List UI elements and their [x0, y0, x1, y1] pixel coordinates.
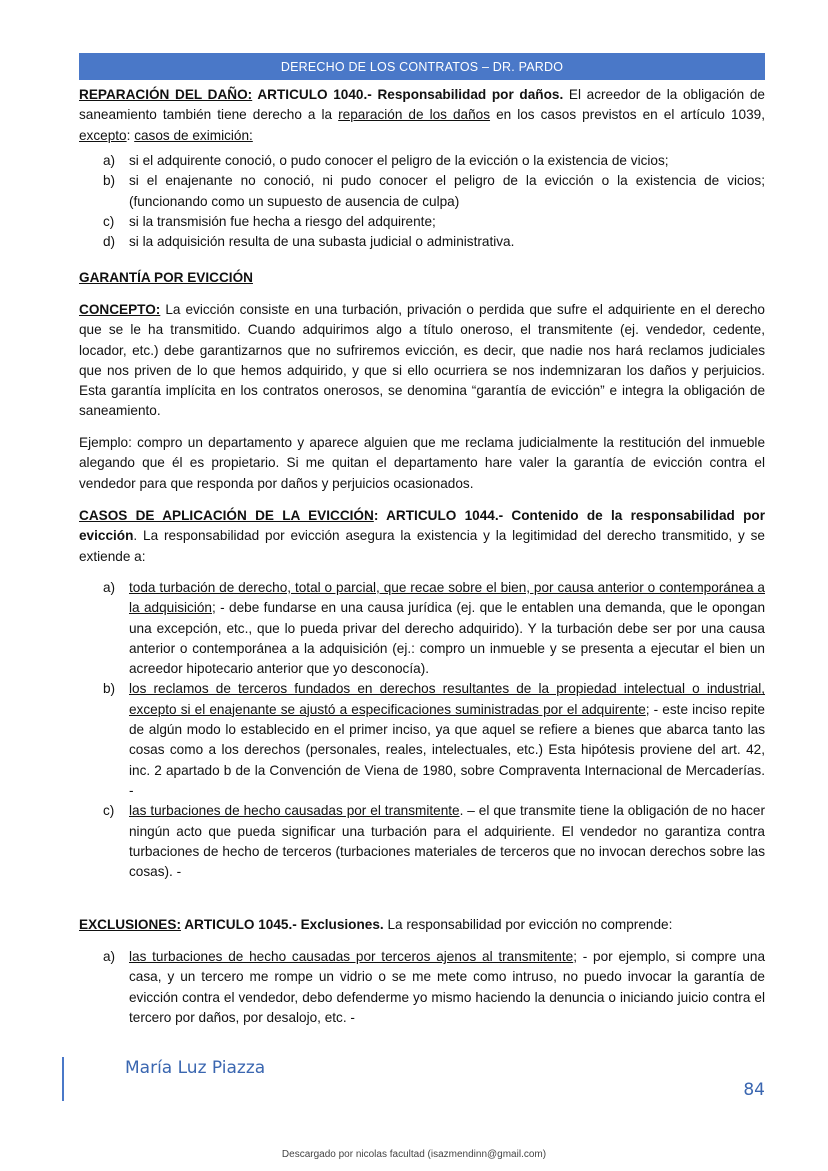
section-heading: GARANTÍA POR EVICCIÓN [79, 270, 253, 285]
section-heading: EXCLUSIONES: [79, 917, 181, 932]
list-item [79, 212, 765, 232]
footer-author: María Luz Piazza [125, 1058, 266, 1078]
list-item [79, 232, 765, 252]
text: El acreedor de la obligación de saneamiento también tiene derecho a la [79, 87, 765, 123]
underlined-text: excepto [79, 127, 127, 143]
bold-text: ARTICULO 1040.- Responsabilidad por daños. [252, 87, 564, 102]
list-marker: c) [103, 803, 115, 819]
paragraph [79, 915, 765, 935]
paragraph [79, 268, 765, 288]
text: La evicción consiste en una turbación, privación o perdida que sufre el adquiriente en el derecho que se le ha transmitido. Cuando adquirimos algo a título oneroso, el transmitente (ej. vendedor, cedente, locador, etc.) debe garantizarnos que no sufriremos evicción, es decir, que nadie nos hará reclamos judiciales que nos priven de lo que hemos adquirido, y que si ello ocurriera se nos indemnizaran los daños y perjuicios. Esta garantía implícita en los contratos onerosos, se denomina “garantía de evicción” e integra la obligación de saneamiento. [79, 302, 765, 419]
list-marker: a) [103, 153, 116, 168]
text: : [126, 127, 135, 143]
lettered-list [79, 578, 765, 882]
underlined-text: los reclamos de terceros fundados en derechos resultantes de la propiedad intelectual o industrial, excepto si el enajenante se ajustó a especificaciones suministradas por el adquirente [129, 681, 765, 717]
list-marker: b) [103, 173, 116, 189]
footer-accent-line [62, 1057, 64, 1101]
list-marker: a) [103, 580, 116, 595]
list-item [79, 171, 765, 212]
running-header: DERECHO DE LOS CONTRATOS – DR. PARDO [79, 53, 765, 80]
text: . La responsabilidad por evicción asegura la existencia y la legitimidad del derecho transmitido, y se extiende a: [79, 528, 765, 564]
list-item [79, 151, 765, 171]
list-marker: b) [103, 681, 116, 697]
paragraph [79, 506, 765, 567]
section-heading: REPARACIÓN DEL DAÑO: [79, 87, 253, 102]
text: La responsabilidad por evicción no comprende: [383, 917, 673, 932]
paragraph [79, 433, 765, 494]
paragraph [79, 85, 765, 146]
list-item [79, 801, 765, 882]
underlined-text: reparación de los daños [338, 107, 491, 123]
list-item [79, 578, 765, 679]
underlined-text: las turbaciones de hecho causadas por el transmitente [129, 803, 460, 819]
underlined-text: las turbaciones de hecho causadas por terceros ajenos al transmitente [129, 949, 574, 964]
text: . – el que transmite tiene la obligación de no hacer ningún acto que pueda significar una turbación para el adquiriente. El vendedor no garantiza contra turbaciones de hecho de terceros (turbaciones materiales de terceros que no invocan derechos sobre las cosas). - [129, 803, 765, 880]
text: si la adquisición resulta de una subasta judicial o administrativa. [129, 234, 515, 250]
text: si el enajenante no conoció, ni pudo conocer el peligro de la evicción o la existencia de vicios; (funcionando como un supuesto de ausencia de culpa) [129, 173, 765, 209]
list-marker: c) [103, 213, 115, 229]
underlined-text: toda turbación de derecho, total o parcial, que recae sobre el bien, por causa anterior o contemporánea a la adquisición [129, 580, 765, 616]
section-heading: CASOS DE APLICACIÓN DE LA EVICCIÓN [79, 508, 374, 523]
lettered-list [79, 151, 765, 252]
list-item [79, 947, 765, 1028]
text: ; - debe fundarse en una causa jurídica (ej. que le entablen una demanda, que le opongan una excepción, etc., que lo pueda privar del derecho adquirido). Y la turbación debe ser por una causa anterior o contemporánea a la adquisición (ej.: compro un inmueble y se presenta a ejecutar el bien un acreedor hipotecario anterior que yo desconocía). [129, 600, 766, 677]
lettered-list [79, 947, 765, 1028]
bold-text: ARTICULO 1045.- Exclusiones. [180, 917, 384, 932]
download-note: Descargado por nicolas facultad (isazmendinn@gmail.com) [281, 1149, 547, 1160]
text: si la transmisión fue hecha a riesgo del adquirente; [129, 213, 436, 229]
text: ; - este inciso repite de algún modo lo establecido en el primer inciso, ya que aquel se refiere a bienes que abarca tanto las cosas como a los derechos (personales, reales, intelectuales, etc.) Esta hipótesis proviene del art. 42, inc. 2 apartado b de la Convención de Viena de 1980, sobre Compraventa Internacional de Mercaderías. - [129, 701, 765, 798]
bold-text: : ARTICULO 1044.- Contenido de la responsabilidad por evicción [79, 508, 765, 544]
page-number: 84 [743, 1080, 765, 1100]
list-marker: a) [103, 949, 116, 964]
section-heading: CONCEPTO: [79, 302, 161, 317]
list-item [79, 679, 765, 801]
paragraph [79, 300, 765, 422]
text: ; - por ejemplo, si compre una casa, y un tercero me rompe un vidrio o se me mete como intruso, no puedo invocar la garantía de evicción contra el vendedor, debo defenderme yo mismo haciendo la denuncia o iniciando juicio contra el tercero por daños, por desalojo, etc. - [129, 949, 765, 1025]
text: Ejemplo: compro un departamento y aparece alguien que me reclama judicialmente la restitución del inmueble alegando que él es propietario. Si me quitan el departamento hare valer la garantía de evicción contra el vendedor para que responda por daños y perjuicios ocasionados. [79, 435, 765, 491]
underlined-text: casos de eximición: [134, 127, 253, 143]
text: en los casos previstos en el artículo 1039, [490, 107, 765, 123]
text: si el adquirente conoció, o pudo conocer el peligro de la evicción o la existencia de vicios; [129, 153, 669, 168]
list-marker: d) [103, 234, 116, 250]
